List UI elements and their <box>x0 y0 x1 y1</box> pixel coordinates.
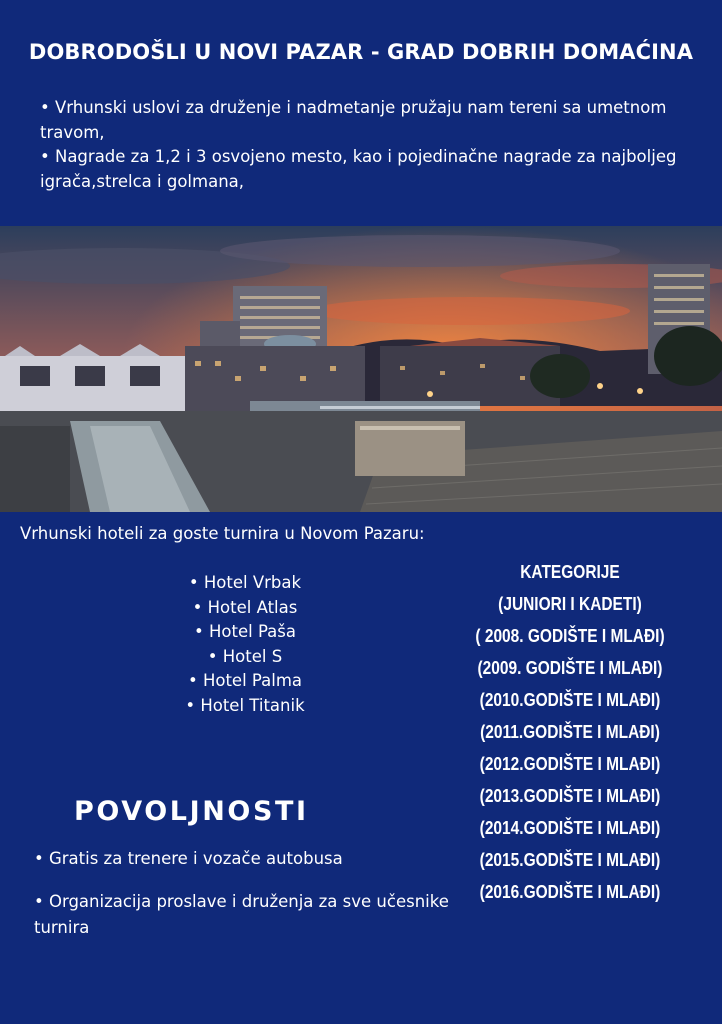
intro-bullet-2: • Nagrade za 1,2 i 3 osvojeno mesto, kao i pojedinačne nagrade za najboljeg igrača,strelca i golmana, <box>40 147 677 191</box>
page-title: DOBRODOŠLI U NOVI PAZAR - GRAD DOBRIH DOMAĆINA <box>28 40 694 64</box>
category-item: ( 2008. GODIŠTE I MLAĐI) <box>475 626 665 646</box>
intro-bullets <box>40 96 680 194</box>
hotel-item: • Hotel S <box>207 646 283 666</box>
hotel-item: • Hotel Titanik <box>185 695 305 715</box>
category-item: (2012.GODIŠTE I MLAĐI) <box>479 754 661 774</box>
category-item: (2015.GODIŠTE I MLAĐI) <box>479 850 661 870</box>
benefit-item: • Organizacija proslave i druženja za sve učesnike turnira <box>34 892 449 937</box>
hotel-item: • Hotel Vrbak <box>188 573 302 592</box>
category-item: (2014.GODIŠTE I MLAĐI) <box>479 818 661 838</box>
intro-bullet-1: • Vrhunski uslovi za druženje i nadmetanje pružaju nam tereni sa umetnom travom, <box>40 98 667 142</box>
category-item: (2013.GODIŠTE I MLAĐI) <box>479 786 661 806</box>
hotel-item: • Hotel Palma <box>187 671 303 691</box>
categories-block <box>469 556 672 908</box>
hotels-heading: Vrhunski hoteli za goste turnira u Novom Pazaru: <box>20 524 425 543</box>
benefits-title: POVOLJNOSTI <box>74 796 309 827</box>
hotels-list <box>120 571 370 719</box>
category-item: (2016.GODIŠTE I MLAĐI) <box>479 882 661 902</box>
categories-subtitle: (JUNIORI I KADETI) <box>498 594 642 614</box>
city-photo <box>0 226 722 512</box>
categories-title: KATEGORIJE <box>520 562 620 582</box>
city-sunset-illustration <box>0 226 722 512</box>
benefit-item: • Gratis za trenere i vozače autobusa <box>34 849 343 868</box>
category-item: (2010.GODIŠTE I MLAĐI) <box>479 690 661 710</box>
benefits-list <box>34 846 454 941</box>
category-item: (2009. GODIŠTE I MLAĐI) <box>477 658 663 678</box>
hotel-item: • Hotel Atlas <box>192 597 298 617</box>
category-item: (2011.GODIŠTE I MLAĐI) <box>480 722 660 742</box>
hotel-item: • Hotel Paša <box>194 622 296 642</box>
